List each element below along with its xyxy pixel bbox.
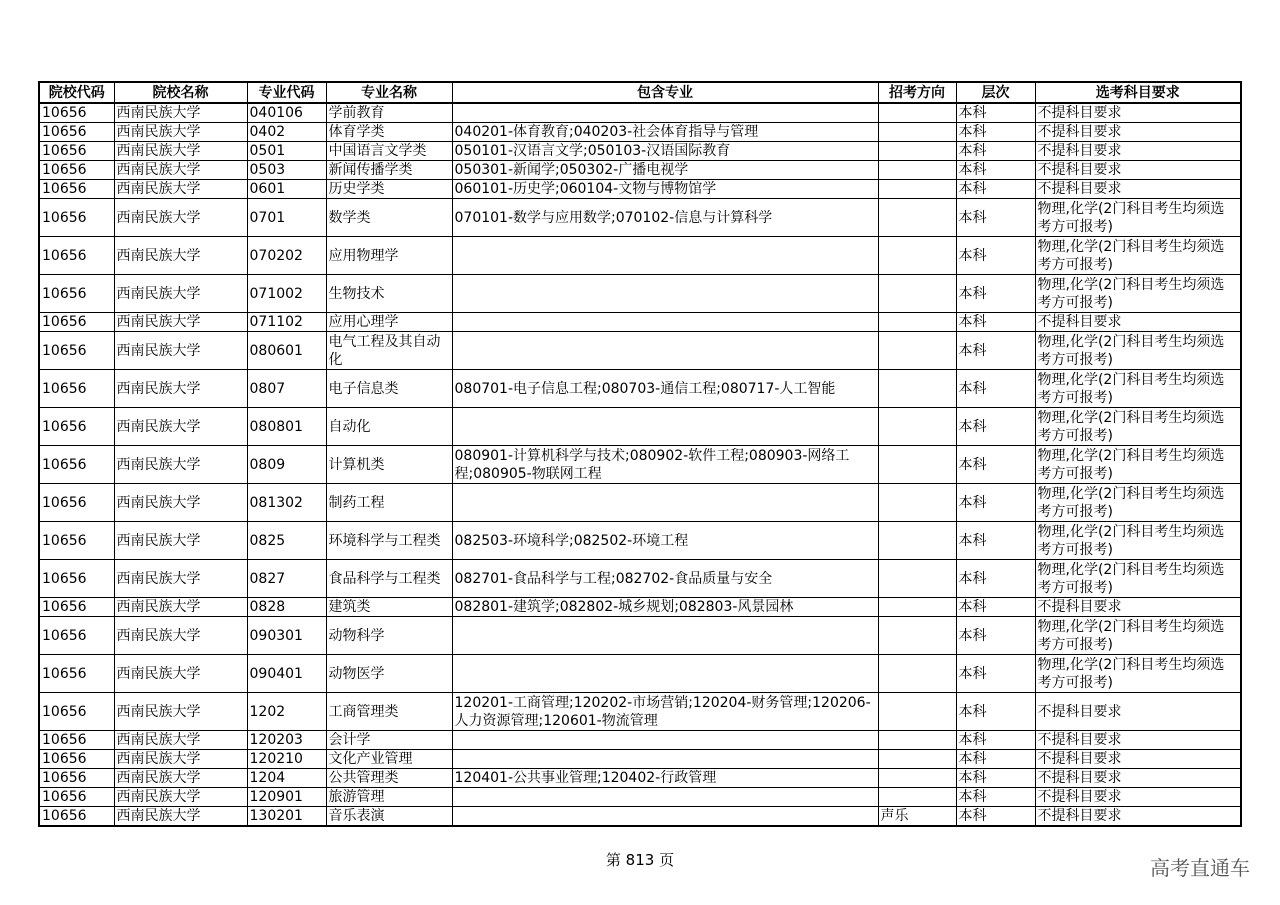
cell-subject-requirement: 不提科目要求 <box>1035 598 1241 617</box>
cell-school-code: 10656 <box>39 332 114 370</box>
cell-major-name: 环境科学与工程类 <box>326 522 452 560</box>
cell-major-code: 0701 <box>247 199 326 237</box>
cell-subject-requirement: 不提科目要求 <box>1035 807 1241 827</box>
cell-subject-requirement: 不提科目要求 <box>1035 180 1241 199</box>
cell-school-code: 10656 <box>39 807 114 827</box>
cell-subject-requirement: 物理,化学(2门科目考生均须选考方可报考) <box>1035 446 1241 484</box>
cell-major-name: 历史学类 <box>326 180 452 199</box>
cell-major-code: 1204 <box>247 769 326 788</box>
cell-included-majors <box>452 731 878 750</box>
cell-subject-requirement: 物理,化学(2门科目考生均须选考方可报考) <box>1035 560 1241 598</box>
cell-direction <box>878 313 956 332</box>
cell-subject-requirement: 不提科目要求 <box>1035 103 1241 123</box>
cell-level: 本科 <box>956 522 1035 560</box>
cell-major-code: 120901 <box>247 788 326 807</box>
cell-major-code: 120203 <box>247 731 326 750</box>
cell-subject-requirement: 不提科目要求 <box>1035 313 1241 332</box>
cell-school-name: 西南民族大学 <box>114 123 247 142</box>
table-row <box>39 446 1241 484</box>
cell-level: 本科 <box>956 142 1035 161</box>
cell-school-code: 10656 <box>39 655 114 693</box>
cell-included-majors <box>452 655 878 693</box>
cell-included-majors: 060101-历史学;060104-文物与博物馆学 <box>452 180 878 199</box>
cell-direction <box>878 275 956 313</box>
cell-included-majors <box>452 408 878 446</box>
cell-school-name: 西南民族大学 <box>114 161 247 180</box>
cell-major-code: 0825 <box>247 522 326 560</box>
cell-level: 本科 <box>956 788 1035 807</box>
cell-major-name: 新闻传播学类 <box>326 161 452 180</box>
cell-included-majors <box>452 332 878 370</box>
cell-subject-requirement: 物理,化学(2门科目考生均须选考方可报考) <box>1035 522 1241 560</box>
cell-level: 本科 <box>956 484 1035 522</box>
table-row <box>39 199 1241 237</box>
cell-major-code: 080801 <box>247 408 326 446</box>
cell-school-name: 西南民族大学 <box>114 199 247 237</box>
cell-included-majors: 120401-公共事业管理;120402-行政管理 <box>452 769 878 788</box>
cell-direction <box>878 522 956 560</box>
cell-school-name: 西南民族大学 <box>114 617 247 655</box>
cell-school-name: 西南民族大学 <box>114 560 247 598</box>
watermark: 高考直通车 <box>1150 856 1250 880</box>
cell-major-code: 0809 <box>247 446 326 484</box>
cell-subject-requirement: 物理,化学(2门科目考生均须选考方可报考) <box>1035 408 1241 446</box>
cell-major-code: 0601 <box>247 180 326 199</box>
cell-level: 本科 <box>956 693 1035 731</box>
table-row <box>39 123 1241 142</box>
cell-level: 本科 <box>956 617 1035 655</box>
cell-included-majors <box>452 103 878 123</box>
cell-major-code: 071002 <box>247 275 326 313</box>
cell-level: 本科 <box>956 598 1035 617</box>
cell-major-name: 建筑类 <box>326 598 452 617</box>
cell-subject-requirement: 物理,化学(2门科目考生均须选考方可报考) <box>1035 484 1241 522</box>
cell-school-name: 西南民族大学 <box>114 408 247 446</box>
cell-school-code: 10656 <box>39 731 114 750</box>
cell-included-majors <box>452 617 878 655</box>
cell-school-code: 10656 <box>39 103 114 123</box>
cell-school-name: 西南民族大学 <box>114 788 247 807</box>
cell-direction <box>878 617 956 655</box>
cell-subject-requirement: 不提科目要求 <box>1035 731 1241 750</box>
cell-included-majors: 082503-环境科学;082502-环境工程 <box>452 522 878 560</box>
cell-major-name: 旅游管理 <box>326 788 452 807</box>
table-row <box>39 750 1241 769</box>
cell-school-name: 西南民族大学 <box>114 332 247 370</box>
table-row <box>39 408 1241 446</box>
cell-level: 本科 <box>956 769 1035 788</box>
cell-subject-requirement: 物理,化学(2门科目考生均须选考方可报考) <box>1035 237 1241 275</box>
table-row <box>39 807 1241 827</box>
cell-included-majors <box>452 750 878 769</box>
table-row <box>39 731 1241 750</box>
cell-direction <box>878 237 956 275</box>
cell-subject-requirement: 物理,化学(2门科目考生均须选考方可报考) <box>1035 655 1241 693</box>
header-included-majors: 包含专业 <box>452 82 878 103</box>
cell-level: 本科 <box>956 750 1035 769</box>
cell-subject-requirement: 物理,化学(2门科目考生均须选考方可报考) <box>1035 199 1241 237</box>
cell-level: 本科 <box>956 180 1035 199</box>
cell-direction <box>878 161 956 180</box>
cell-level: 本科 <box>956 731 1035 750</box>
cell-direction <box>878 142 956 161</box>
cell-level: 本科 <box>956 446 1035 484</box>
cell-major-code: 070202 <box>247 237 326 275</box>
cell-school-code: 10656 <box>39 617 114 655</box>
cell-direction <box>878 788 956 807</box>
cell-school-code: 10656 <box>39 161 114 180</box>
table-row <box>39 560 1241 598</box>
cell-direction <box>878 180 956 199</box>
cell-direction <box>878 484 956 522</box>
header-major-code: 专业代码 <box>247 82 326 103</box>
cell-school-code: 10656 <box>39 484 114 522</box>
cell-direction <box>878 370 956 408</box>
cell-school-name: 西南民族大学 <box>114 731 247 750</box>
cell-school-name: 西南民族大学 <box>114 750 247 769</box>
cell-major-name: 计算机类 <box>326 446 452 484</box>
table-row <box>39 655 1241 693</box>
cell-major-name: 电子信息类 <box>326 370 452 408</box>
cell-major-name: 体育学类 <box>326 123 452 142</box>
cell-major-code: 080601 <box>247 332 326 370</box>
header-school-name: 院校名称 <box>114 82 247 103</box>
cell-major-name: 生物技术 <box>326 275 452 313</box>
cell-subject-requirement: 不提科目要求 <box>1035 123 1241 142</box>
cell-major-code: 130201 <box>247 807 326 827</box>
cell-major-code: 0503 <box>247 161 326 180</box>
cell-level: 本科 <box>956 408 1035 446</box>
cell-school-code: 10656 <box>39 446 114 484</box>
cell-school-code: 10656 <box>39 199 114 237</box>
cell-school-name: 西南民族大学 <box>114 807 247 827</box>
cell-included-majors: 082701-食品科学与工程;082702-食品质量与安全 <box>452 560 878 598</box>
cell-major-code: 0827 <box>247 560 326 598</box>
cell-major-name: 工商管理类 <box>326 693 452 731</box>
table-row <box>39 332 1241 370</box>
cell-subject-requirement: 不提科目要求 <box>1035 769 1241 788</box>
cell-school-code: 10656 <box>39 275 114 313</box>
cell-major-code: 090401 <box>247 655 326 693</box>
cell-included-majors: 120201-工商管理;120202-市场营销;120204-财务管理;120206-人力资源管理;120601-物流管理 <box>452 693 878 731</box>
cell-direction <box>878 123 956 142</box>
table-row <box>39 769 1241 788</box>
cell-school-name: 西南民族大学 <box>114 180 247 199</box>
cell-major-name: 动物医学 <box>326 655 452 693</box>
table-row <box>39 142 1241 161</box>
cell-major-name: 数学类 <box>326 199 452 237</box>
cell-included-majors: 070101-数学与应用数学;070102-信息与计算科学 <box>452 199 878 237</box>
cell-school-code: 10656 <box>39 788 114 807</box>
cell-major-name: 制药工程 <box>326 484 452 522</box>
cell-school-name: 西南民族大学 <box>114 103 247 123</box>
cell-level: 本科 <box>956 313 1035 332</box>
cell-direction <box>878 693 956 731</box>
cell-included-majors: 082801-建筑学;082802-城乡规划;082803-风景园林 <box>452 598 878 617</box>
cell-subject-requirement: 不提科目要求 <box>1035 693 1241 731</box>
cell-level: 本科 <box>956 199 1035 237</box>
cell-included-majors: 050301-新闻学;050302-广播电视学 <box>452 161 878 180</box>
cell-subject-requirement: 不提科目要求 <box>1035 142 1241 161</box>
cell-level: 本科 <box>956 103 1035 123</box>
cell-direction <box>878 731 956 750</box>
table-row <box>39 237 1241 275</box>
cell-included-majors <box>452 313 878 332</box>
cell-level: 本科 <box>956 655 1035 693</box>
cell-school-name: 西南民族大学 <box>114 142 247 161</box>
cell-subject-requirement: 物理,化学(2门科目考生均须选考方可报考) <box>1035 370 1241 408</box>
cell-school-name: 西南民族大学 <box>114 655 247 693</box>
cell-school-name: 西南民族大学 <box>114 446 247 484</box>
cell-school-code: 10656 <box>39 313 114 332</box>
cell-major-name: 中国语言文学类 <box>326 142 452 161</box>
cell-level: 本科 <box>956 560 1035 598</box>
header-subject-requirement: 选考科目要求 <box>1035 82 1241 103</box>
cell-subject-requirement: 物理,化学(2门科目考生均须选考方可报考) <box>1035 275 1241 313</box>
header-direction: 招考方向 <box>878 82 956 103</box>
cell-subject-requirement: 物理,化学(2门科目考生均须选考方可报考) <box>1035 332 1241 370</box>
header-school-code: 院校代码 <box>39 82 114 103</box>
table-row <box>39 161 1241 180</box>
cell-school-code: 10656 <box>39 142 114 161</box>
cell-major-code: 0501 <box>247 142 326 161</box>
cell-school-code: 10656 <box>39 750 114 769</box>
cell-school-code: 10656 <box>39 408 114 446</box>
cell-major-code: 0807 <box>247 370 326 408</box>
cell-included-majors <box>452 807 878 827</box>
cell-major-code: 081302 <box>247 484 326 522</box>
cell-school-code: 10656 <box>39 598 114 617</box>
cell-school-name: 西南民族大学 <box>114 484 247 522</box>
cell-school-name: 西南民族大学 <box>114 370 247 408</box>
cell-major-code: 0828 <box>247 598 326 617</box>
cell-major-code: 090301 <box>247 617 326 655</box>
cell-major-name: 动物科学 <box>326 617 452 655</box>
table-row <box>39 617 1241 655</box>
cell-level: 本科 <box>956 332 1035 370</box>
cell-school-code: 10656 <box>39 237 114 275</box>
cell-direction <box>878 103 956 123</box>
cell-included-majors <box>452 484 878 522</box>
cell-school-code: 10656 <box>39 370 114 408</box>
cell-level: 本科 <box>956 275 1035 313</box>
cell-major-code: 071102 <box>247 313 326 332</box>
cell-school-name: 西南民族大学 <box>114 275 247 313</box>
cell-school-name: 西南民族大学 <box>114 313 247 332</box>
cell-subject-requirement: 物理,化学(2门科目考生均须选考方可报考) <box>1035 617 1241 655</box>
table-row <box>39 180 1241 199</box>
cell-school-name: 西南民族大学 <box>114 522 247 560</box>
cell-school-code: 10656 <box>39 180 114 199</box>
cell-direction <box>878 332 956 370</box>
cell-included-majors: 040201-体育教育;040203-社会体育指导与管理 <box>452 123 878 142</box>
page-number: 第 813 页 <box>605 851 675 869</box>
cell-included-majors <box>452 788 878 807</box>
cell-school-name: 西南民族大学 <box>114 598 247 617</box>
cell-major-name: 电气工程及其自动化 <box>326 332 452 370</box>
cell-direction <box>878 199 956 237</box>
cell-included-majors <box>452 237 878 275</box>
cell-school-code: 10656 <box>39 522 114 560</box>
admissions-table <box>38 81 1242 827</box>
cell-school-name: 西南民族大学 <box>114 693 247 731</box>
table-row <box>39 275 1241 313</box>
table-row <box>39 598 1241 617</box>
cell-major-name: 文化产业管理 <box>326 750 452 769</box>
cell-included-majors: 080701-电子信息工程;080703-通信工程;080717-人工智能 <box>452 370 878 408</box>
cell-subject-requirement: 不提科目要求 <box>1035 788 1241 807</box>
cell-school-code: 10656 <box>39 123 114 142</box>
cell-major-name: 应用物理学 <box>326 237 452 275</box>
cell-school-code: 10656 <box>39 769 114 788</box>
cell-direction <box>878 750 956 769</box>
cell-direction <box>878 560 956 598</box>
cell-major-name: 食品科学与工程类 <box>326 560 452 598</box>
cell-level: 本科 <box>956 370 1035 408</box>
cell-level: 本科 <box>956 161 1035 180</box>
cell-direction <box>878 598 956 617</box>
cell-major-name: 公共管理类 <box>326 769 452 788</box>
cell-major-code: 040106 <box>247 103 326 123</box>
table-row <box>39 313 1241 332</box>
cell-direction <box>878 446 956 484</box>
header-major-name: 专业名称 <box>326 82 452 103</box>
cell-major-code: 1202 <box>247 693 326 731</box>
cell-included-majors: 050101-汉语言文学;050103-汉语国际教育 <box>452 142 878 161</box>
cell-major-name: 学前教育 <box>326 103 452 123</box>
cell-level: 本科 <box>956 807 1035 827</box>
cell-level: 本科 <box>956 237 1035 275</box>
cell-direction <box>878 655 956 693</box>
cell-direction: 声乐 <box>878 807 956 827</box>
cell-major-code: 120210 <box>247 750 326 769</box>
table-row <box>39 522 1241 560</box>
cell-major-name: 会计学 <box>326 731 452 750</box>
cell-included-majors <box>452 275 878 313</box>
cell-school-name: 西南民族大学 <box>114 237 247 275</box>
cell-major-name: 应用心理学 <box>326 313 452 332</box>
header-level: 层次 <box>956 82 1035 103</box>
cell-major-code: 0402 <box>247 123 326 142</box>
cell-major-name: 自动化 <box>326 408 452 446</box>
cell-subject-requirement: 不提科目要求 <box>1035 750 1241 769</box>
cell-school-code: 10656 <box>39 693 114 731</box>
table-header-row <box>39 82 1241 103</box>
table-row <box>39 484 1241 522</box>
table-body <box>39 103 1241 826</box>
cell-school-code: 10656 <box>39 560 114 598</box>
table-row <box>39 788 1241 807</box>
cell-subject-requirement: 不提科目要求 <box>1035 161 1241 180</box>
table-row <box>39 103 1241 123</box>
cell-major-name: 音乐表演 <box>326 807 452 827</box>
cell-school-name: 西南民族大学 <box>114 769 247 788</box>
cell-level: 本科 <box>956 123 1035 142</box>
cell-direction <box>878 769 956 788</box>
cell-included-majors: 080901-计算机科学与技术;080902-软件工程;080903-网络工程;080905-物联网工程 <box>452 446 878 484</box>
table-row <box>39 370 1241 408</box>
cell-direction <box>878 408 956 446</box>
table-row <box>39 693 1241 731</box>
